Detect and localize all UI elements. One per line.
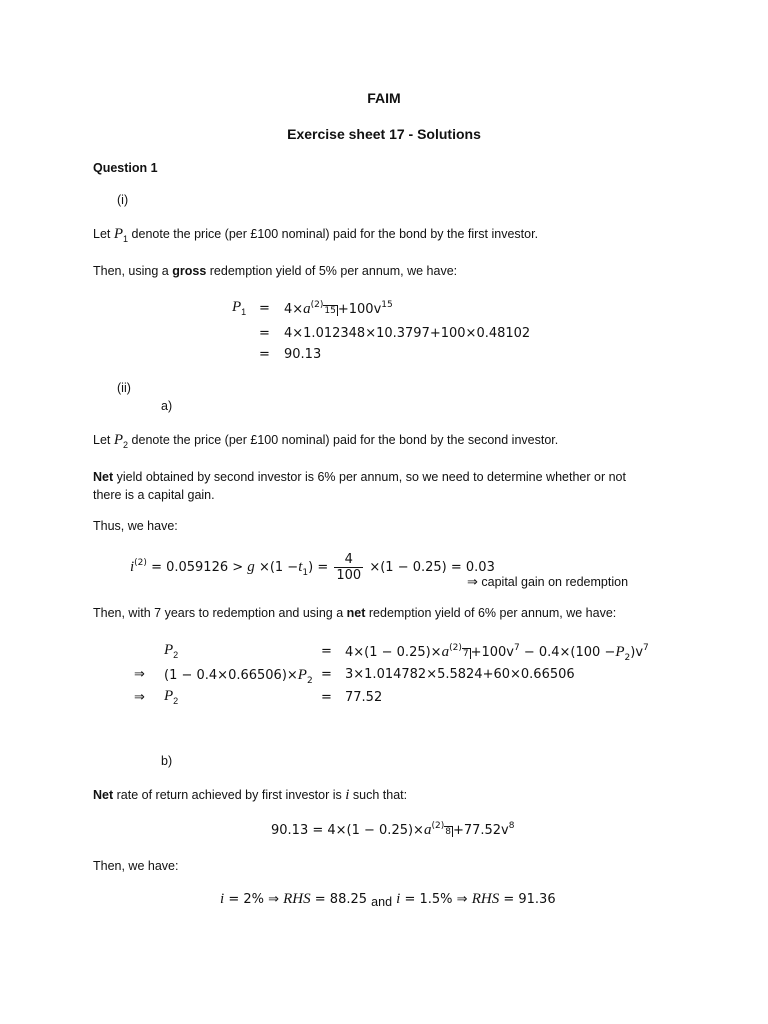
eq2-row2-lhs: $(1 - 0.4\times 0.66506)\times P_2$ <box>164 667 313 686</box>
eq2-row2-rhs: 3×1.014782×5.5824+60×0.66506 <box>345 667 575 682</box>
thus-line: Thus, we have: <box>93 519 178 533</box>
eq2-row1-lhs: $P_2$ <box>164 642 179 660</box>
rate-of-return-line: Net rate of return achieved by first investor is i such that: <box>93 787 408 803</box>
eq1-equals-3: = <box>259 347 270 362</box>
question-heading: Question 1 <box>93 161 158 175</box>
let-p2-line: Let $P_2$ denote the price (per £100 nominal) paid for the bond by the second investor. <box>93 432 559 450</box>
equation-rate-of-return: $90.13 = 4\times(1 - 0.25)\times a^{(2)}8 +77.52v^8$ <box>271 821 515 838</box>
capital-gain-inequality: $i^{(2)} = 0.059126 > g \times(1 -t_1)$ = $\frac{4}{100}$ ×(1 − 0.25) = 0.03 <box>130 552 495 583</box>
seven-years-line: Then, with 7 years to redemption and using a net redemption yield of 6% per annum, we have: <box>93 606 617 620</box>
eq2-arrow-1: ⇒ <box>134 667 145 682</box>
gross-yield-line: Then, using a gross redemption yield of 5% per annum, we have: <box>93 264 458 278</box>
capital-gain-conclusion: ⇒ capital gain on redemption <box>467 575 629 590</box>
eq2-equals-1: = <box>321 644 332 659</box>
eq1-equals-2: = <box>259 326 270 341</box>
course-title: FAIM <box>367 90 401 106</box>
net-yield-line-1: Net yield obtained by second investor is 6% per annum, so we need to determine whether or not <box>93 470 626 484</box>
eq2-arrow-2: ⇒ <box>134 690 145 705</box>
eq1-equals-1: = <box>259 301 270 316</box>
p1-symbol: P <box>113 226 124 242</box>
part-b-label: b) <box>161 754 173 768</box>
eq1-line1: $4\times a^{(2)}15 +100v^{15}$ <box>284 300 393 317</box>
part-ii-label: (ii) <box>117 381 131 395</box>
page-title: Exercise sheet 17 - Solutions <box>287 126 481 142</box>
part-a-label: a) <box>161 399 173 413</box>
eq2-equals-3: = <box>321 690 332 705</box>
eq2-row3-lhs: $P_2$ <box>164 688 179 706</box>
eq2-row1-rhs: $4\times(1 - 0.25)\times a^{(2)}7 +100v^7 - 0.4\times(100 -P_2)v^7$ <box>345 643 649 663</box>
eq2-equals-2: = <box>321 667 332 682</box>
final-interpolation-line: i = 2% ⇒ RHS = 88.25 and i = 1.5% ⇒ RHS = 91.36 <box>220 891 556 909</box>
eq2-row3-rhs: 77.52 <box>345 690 383 705</box>
p2-symbol: P <box>113 432 124 448</box>
eq1-line2: 4×1.012348×10.3797+100×0.48102 <box>284 326 531 341</box>
eq1-line3: 90.13 <box>284 347 322 362</box>
let-p1-line: Let $P_1$ denote the price (per £100 nominal) paid for the bond by the first investor. <box>93 226 539 244</box>
part-i-label: (i) <box>117 193 129 207</box>
net-yield-line-2: there is a capital gain. <box>93 488 215 502</box>
eq1-lhs: $P_1$ <box>232 299 247 317</box>
then-we-have-line: Then, we have: <box>93 859 179 873</box>
